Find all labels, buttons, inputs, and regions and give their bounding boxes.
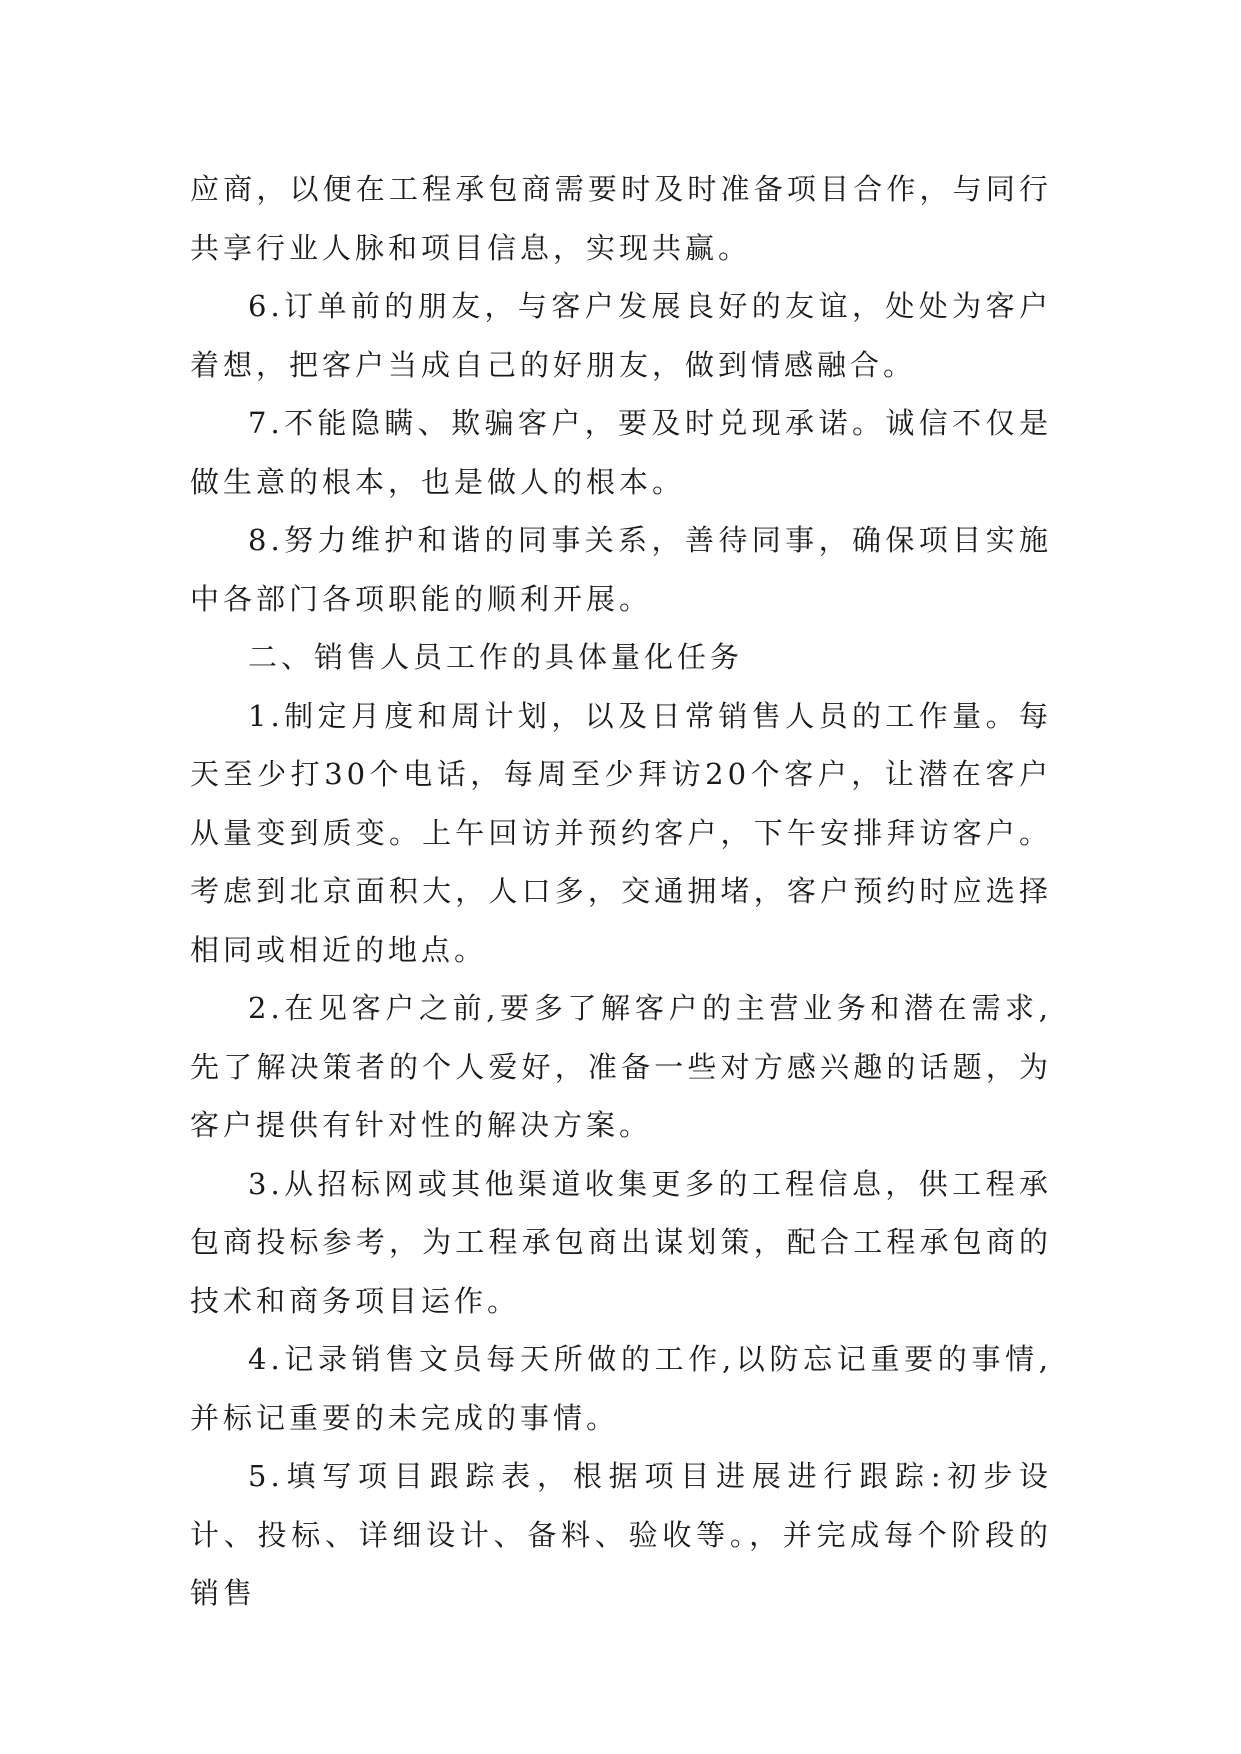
document-body [190,160,1052,1623]
section-heading: 二、销售人员工作的具体量化任务 [248,640,744,674]
paragraph-item-6: 6.订单前的朋友，与客户发展良好的友谊，处处为客户着想，把客户当成自己的好朋友，做到情感融合。 [190,289,1052,382]
paragraph-task-5: 5.填写项目跟踪表，根据项目进展进行跟踪:初步设计、投标、详细设计、备料、验收等。，并完成每个阶段的销售 [190,1459,1052,1610]
paragraph-continued: 应商，以便在工程承包商需要时及时准备项目合作，与同行共享行业人脉和项目信息，实现共赢。 [190,172,1052,265]
paragraph-task-3: 3.从招标网或其他渠道收集更多的工程信息，供工程承包商投标参考，为工程承包商出谋划策，配合工程承包商的技术和商务项目运作。 [190,1166,1052,1318]
paragraph-task-2: 2.在见客户之前,要多了解客户的主营业务和潜在需求,先了解决策者的个人爱好，准备一些对方感兴趣的话题，为客户提供有针对性的解决方案。 [190,991,1052,1142]
paragraph-task-1: 1.制定月度和周计划，以及日常销售人员的工作量。每天至少打30个电话，每周至少拜访20个客户，让潜在客户从量变到质变。上午回访并预约客户，下午安排拜访客户。考虑到北京面积大，人口多，交通拥堵，客户预约时应选择相同或相近的地点。 [190,698,1052,967]
paragraph-item-8: 8.努力维护和谐的同事关系，善待同事，确保项目实施中各部门各项职能的顺利开展。 [190,523,1052,616]
paragraph-item-7: 7.不能隐瞒、欺骗客户，要及时兑现承诺。诚信不仅是做生意的根本，也是做人的根本。 [190,406,1052,499]
paragraph-task-4: 4.记录销售文员每天所做的工作,以防忘记重要的事情,并标记重要的未完成的事情。 [190,1342,1052,1435]
